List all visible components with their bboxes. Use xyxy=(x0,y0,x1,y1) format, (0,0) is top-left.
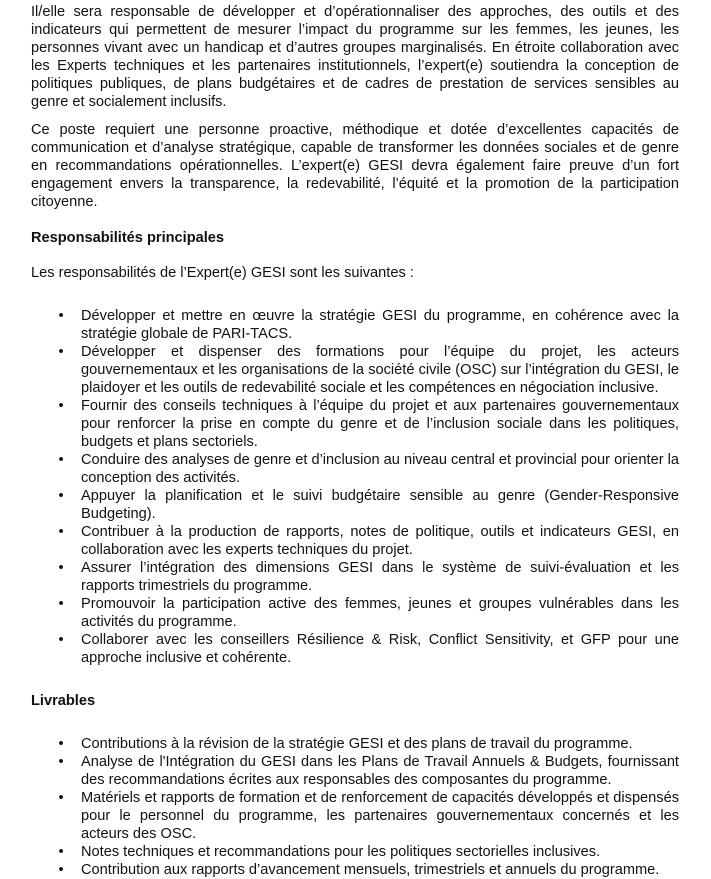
list-item-text: Promouvoir la participation active des femmes, jeunes et groupes vulnérables dans les activités du programme. xyxy=(81,596,679,630)
list-item xyxy=(31,523,679,559)
list-item-text: Collaborer avec les conseillers Résilience & Risk, Conflict Sensitivity, et GFP pour une approche inclusive et cohérente. xyxy=(81,632,679,666)
heading-deliverables: Livrables xyxy=(31,693,96,709)
document-page xyxy=(31,3,679,879)
responsibilities-list xyxy=(31,307,679,667)
bullet-icon: • xyxy=(58,308,64,324)
list-item xyxy=(31,861,679,879)
bullet-icon: • xyxy=(58,560,64,576)
list-item-text: Fournir des conseils techniques à l’équipe du projet et aux partenaires gouvernementaux pour renforcer la prise en compte du genre et de l’inclusion sociale dans les politiques, budgets et plans sectoriels. xyxy=(81,398,679,450)
list-item xyxy=(31,843,679,861)
paragraph-role-description: Il/elle sera responsable de développer et d’opérationnaliser des approches, des outils et des indicateurs qui permettent de mesurer l’impact du programme sur les femmes, les jeunes, les personnes vivant avec un handicap et d’autres groupes marginalisés. En étroite collaboration avec les Experts techniques et les partenaires institutionnels, l’expert(e) soutiendra la conception de politiques publiques, de plans budgétaires et de cadres de prestation de services sensibles au genre et socialement inclusifs. xyxy=(31,4,679,110)
responsibilities-intro: Les responsabilités de l’Expert(e) GESI sont les suivantes : xyxy=(31,265,414,281)
bullet-icon: • xyxy=(58,754,64,770)
list-item xyxy=(31,307,679,343)
list-item xyxy=(31,753,679,789)
list-item-text: Appuyer la planification et le suivi budgétaire sensible au genre (Gender-Responsive Budgeting). xyxy=(81,488,679,522)
bullet-icon: • xyxy=(58,452,64,468)
bullet-icon: • xyxy=(58,344,64,360)
list-item xyxy=(31,343,679,397)
list-item xyxy=(31,397,679,451)
list-item xyxy=(31,451,679,487)
deliverables-list xyxy=(31,735,679,879)
bullet-icon: • xyxy=(58,632,64,648)
list-item-text: Matériels et rapports de formation et de renforcement de capacités développés et dispensés pour le personnel du programme, les partenaires gouvernementaux concernés et les acteurs des OSC. xyxy=(81,790,679,842)
bullet-icon: • xyxy=(58,844,64,860)
bullet-icon: • xyxy=(58,524,64,540)
list-item xyxy=(31,789,679,843)
list-item-text: Contribution aux rapports d’avancement mensuels, trimestriels et annuels du programme. xyxy=(81,862,660,878)
bullet-icon: • xyxy=(58,596,64,612)
paragraph-profile: Ce poste requiert une personne proactive, méthodique et dotée d’excellentes capacités de communication et d’analyse stratégique, capable de transformer les données sociales et de genre en recommandations opérationnelles. L’expert(e) GESI devra également faire preuve d’un fort engagement envers la transparence, la redevabilité, l’équité et la promotion de la participation citoyenne. xyxy=(31,122,679,210)
list-item-text: Développer et mettre en œuvre la stratégie GESI du programme, en cohérence avec la stratégie globale de PARI-TACS. xyxy=(81,308,679,342)
list-item xyxy=(31,631,679,667)
list-item-text: Conduire des analyses de genre et d’inclusion au niveau central et provincial pour orienter la conception des activités. xyxy=(81,452,679,486)
list-item xyxy=(31,559,679,595)
bullet-icon: • xyxy=(58,862,64,878)
bullet-icon: • xyxy=(58,398,64,414)
list-item-text: Notes techniques et recommandations pour les politiques sectorielles inclusives. xyxy=(81,844,601,860)
list-item-text: Contributions à la révision de la stratégie GESI et des plans de travail du programme. xyxy=(81,736,633,752)
heading-responsibilities: Responsabilités principales xyxy=(31,230,225,246)
list-item-text: Contribuer à la production de rapports, notes de politique, outils et indicateurs GESI, en collaboration avec les experts techniques du projet. xyxy=(81,524,679,558)
list-item xyxy=(31,735,679,753)
list-item xyxy=(31,595,679,631)
bullet-icon: • xyxy=(58,488,64,504)
list-item-text: Développer et dispenser des formations pour l’équipe du projet, les acteurs gouvernementaux et les organisations de la société civile (OSC) sur l’intégration du GESI, le plaidoyer et les outils de redevabilité sociale et les compétences en négociation inclusive. xyxy=(81,344,679,396)
list-item-text: Analyse de l'Intégration du GESI dans les Plans de Travail Annuels & Budgets, fournissant des recommandations écrites aux responsables des composantes du programme. xyxy=(81,754,679,788)
list-item xyxy=(31,487,679,523)
bullet-icon: • xyxy=(58,790,64,806)
list-item-text: Assurer l’intégration des dimensions GESI dans le système de suivi-évaluation et les rapports trimestriels du programme. xyxy=(81,560,679,594)
bullet-icon: • xyxy=(58,736,64,752)
